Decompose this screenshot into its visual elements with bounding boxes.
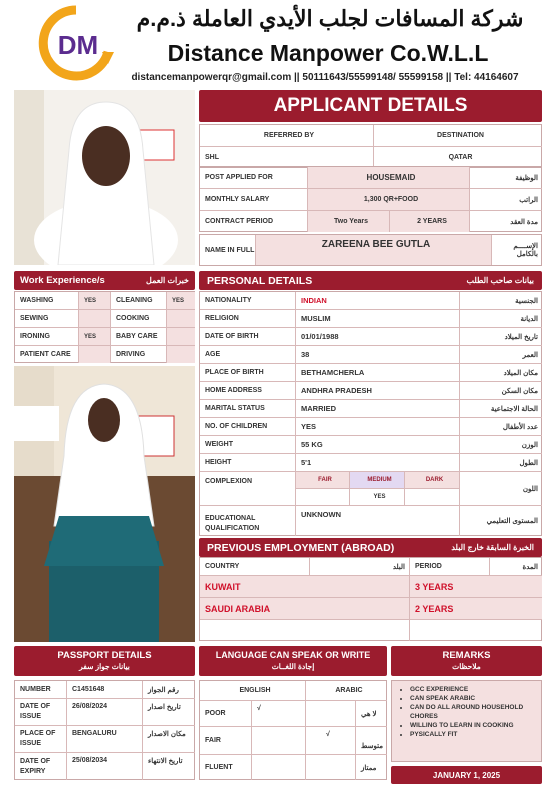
complexion-medium-mark: YES (350, 489, 405, 506)
complexion-label: COMPLEXION (200, 472, 296, 506)
remark-item: • WILLING TO LEARN IN COOKING (410, 721, 537, 730)
personal-details-header (199, 271, 542, 290)
language-col-english: ENGLISH (200, 681, 306, 701)
country-2: SAUDI ARABIA (200, 598, 410, 620)
passport-title-ar: بيانات جواز سفر (79, 662, 130, 671)
skill-baby-care: BABY CARE (111, 328, 167, 346)
work-experience-header (14, 271, 195, 290)
height-value: 5'1 (296, 454, 460, 472)
applicant-portrait-photo (14, 90, 195, 265)
skill-sewing-value (79, 310, 111, 328)
company-contact: distancemanpowerqr@gmail.com || 50111643/55599148/ 55599158 || Tel: 44164607 (131, 72, 519, 83)
country-1: KUWAIT (200, 576, 410, 598)
destination-value: QATAR (448, 154, 473, 161)
previous-employment-title-ar: الخبرة السابقة خارج البلد (451, 543, 534, 552)
country-3 (200, 620, 410, 641)
country-label: COUNTRY (200, 558, 310, 576)
age-label: AGE (200, 346, 296, 364)
marital-value: MARRIED (296, 400, 460, 418)
work-experience-title: Work Experience/s (20, 275, 105, 286)
passport-header (14, 646, 195, 676)
skill-driving-value (167, 346, 195, 363)
passport-number-label: NUMBER (15, 681, 67, 699)
skill-patient-care: PATIENT CARE (15, 346, 79, 363)
period-label: PERIOD (410, 558, 490, 576)
issue-place-label: PLACE OF ISSUE (15, 726, 67, 753)
previous-employment-header (199, 538, 542, 557)
fluent-label-ar: ممتاز (361, 764, 377, 772)
passport-number-value: C1451648 (67, 681, 143, 699)
issue-date-value: 26/08/2024 (67, 699, 143, 726)
poor-label-ar: لا هي (356, 701, 387, 727)
weight-value: 55 KG (296, 436, 460, 454)
previous-employment-title: PREVIOUS EMPLOYMENT (ABROAD) (207, 541, 395, 554)
religion-value: MUSLIM (296, 310, 460, 328)
fluent-arabic-mark (306, 755, 356, 780)
remark-item: • CAN SPEAK ARABIC (410, 694, 537, 703)
passport-table (14, 680, 195, 780)
post-value: HOUSEMAID (308, 167, 470, 189)
name-label-ar: الإســــم بالكامل (513, 243, 538, 258)
issue-place-value: BENGALURU (67, 726, 143, 753)
weight-label-ar: الوزن (460, 436, 542, 454)
company-english-name: Distance Manpower Co.W.L.L (167, 40, 489, 66)
remark-item: • CAN DO ALL AROUND HOUSEHOLD CHORES (410, 703, 537, 721)
referral-table (199, 124, 542, 168)
age-label-ar: العمر (460, 346, 542, 364)
country-label-ar: البلد (310, 558, 410, 576)
passport-number-label-ar: رقم الجواز (143, 681, 195, 699)
skill-cooking: COOKING (111, 310, 167, 328)
period-label-ar: المدة (490, 558, 542, 576)
referred-by-label: REFERRED BY (200, 125, 374, 147)
birthplace-label-ar: مكان الميلاد (460, 364, 542, 382)
poor-arabic-mark (306, 701, 356, 727)
salary-value: 1,300 QR+FOOD (308, 189, 470, 211)
name-row (199, 234, 542, 266)
fluent-label: FLUENT (200, 755, 252, 780)
children-label: NO. OF CHILDREN (200, 418, 296, 436)
contract-value-b: 2 YEARS (390, 211, 470, 232)
education-label-ar: المستوى التعليمي (486, 518, 538, 525)
company-logo (36, 4, 116, 82)
complexion-fair: FAIR (296, 472, 350, 489)
skill-washing-value: YES (79, 292, 111, 310)
address-label: HOME ADDRESS (200, 382, 296, 400)
address-value: ANDHRA PRADESH (296, 382, 460, 400)
skill-cleaning-value: YES (167, 292, 195, 310)
skill-baby-care-value (167, 328, 195, 346)
language-title-ar: إجادة اللغــات (271, 662, 315, 671)
remarks-header (391, 646, 542, 676)
skill-cleaning: CLEANING (111, 292, 167, 310)
poor-label: POOR (200, 701, 252, 727)
language-title: LANGUAGE CAN SPEAK OR WRITE (215, 650, 371, 660)
language-header (199, 646, 387, 676)
education-value: UNKNOWN (296, 506, 460, 536)
issue-date-label-ar: تاريخ اصدار (143, 699, 195, 726)
dob-label: DATE OF BIRTH (200, 328, 296, 346)
religion-label-ar: الديانة (460, 310, 542, 328)
religion-label: RELIGION (200, 310, 296, 328)
salary-label: MONTHLY SALARY (200, 189, 308, 211)
poor-english-mark: √ (252, 701, 306, 727)
destination-label: DESTINATION (374, 125, 542, 147)
salary-label-ar: الراتب (470, 189, 542, 211)
marital-label-ar: الحالة الاجتماعية (460, 400, 542, 418)
svg-text:DM: DM (57, 30, 99, 60)
expiry-date-label: DATE OF EXPIRY (15, 753, 67, 780)
complexion-medium: MEDIUM (350, 472, 405, 489)
job-table (199, 166, 542, 232)
height-label-ar: الطول (460, 454, 542, 472)
passport-title: PASSPORT DETAILS (57, 650, 152, 661)
height-label: HEIGHT (200, 454, 296, 472)
contract-label: CONTRACT PERIOD (200, 211, 308, 232)
remark-item: • GCC EXPERIENCE (410, 685, 537, 694)
dob-value: 01/01/1988 (296, 328, 460, 346)
expiry-date-label-ar: تاريخ الانتهاء (148, 758, 183, 765)
nationality-value: INDIAN (296, 292, 460, 310)
fair-label-ar: متوسط (356, 727, 387, 755)
education-label: EDUCATIONAL QUALIFICATION (200, 506, 296, 536)
post-label-ar: الوظيفة (470, 167, 542, 189)
fluent-english-mark (252, 755, 306, 780)
language-table (199, 680, 387, 780)
skill-cooking-value (167, 310, 195, 328)
marital-label: MARITAL STATUS (200, 400, 296, 418)
page-title-text: APPLICANT DETAILS (273, 95, 468, 116)
nationality-label: NATIONALITY (200, 292, 296, 310)
complexion-fair-mark (296, 489, 350, 506)
personal-details-title-ar: بيانات صاحب الطلب (466, 276, 534, 285)
skill-washing: WASHING (15, 292, 79, 310)
remarks-title: REMARKS (442, 650, 491, 661)
name-value: ZAREENA BEE GUTLA (256, 235, 492, 265)
document-date-text: JANUARY 1, 2025 (432, 770, 501, 780)
personal-details-table (199, 291, 542, 536)
skill-sewing: SEWING (15, 310, 79, 328)
fair-label: FAIR (200, 727, 252, 755)
period-1: 3 YEARS (410, 576, 542, 598)
fair-arabic-mark: √ (306, 727, 356, 755)
contract-label-ar: مدة العقد (510, 218, 538, 226)
remarks-title-ar: ملاحظات (452, 662, 481, 671)
skill-ironing-value: YES (79, 328, 111, 346)
applicant-full-body-photo (14, 366, 195, 642)
nationality-label-ar: الجنسية (460, 292, 542, 310)
children-label-ar: عدد الأطفال (460, 418, 542, 436)
period-2: 2 YEARS (410, 598, 542, 620)
birthplace-value: BETHAMCHERLA (296, 364, 460, 382)
remarks-box (391, 680, 542, 762)
page-title (199, 90, 542, 122)
skill-driving: DRIVING (111, 346, 167, 363)
skill-ironing: IRONING (15, 328, 79, 346)
post-label: POST APPLIED FOR (200, 167, 308, 189)
address-label-ar: مكان السكن (460, 382, 542, 400)
complexion-label-ar: اللون (460, 472, 542, 506)
document-date (391, 766, 542, 784)
name-label: NAME IN FULL (200, 235, 256, 265)
issue-place-label-ar: مكان الاصدار (143, 726, 195, 753)
remark-item: • PYSICALLY FIT (410, 730, 537, 739)
children-value: YES (296, 418, 460, 436)
previous-employment-table (199, 557, 542, 641)
age-value: 38 (296, 346, 460, 364)
issue-date-label: DATE OF ISSUE (15, 699, 67, 726)
company-arabic-name: شركة المسافات لجلب الأيدي العاملة ذ.م.م (136, 6, 524, 31)
language-col-arabic: ARABIC (306, 681, 387, 701)
complexion-dark-mark (405, 489, 460, 506)
birthplace-label: PLACE OF BIRTH (200, 364, 296, 382)
dob-label-ar: تاريخ الميلاد (460, 328, 542, 346)
expiry-date-value: 25/08/2034 (67, 753, 143, 780)
work-experience-title-ar: خبرات العمل (146, 276, 189, 285)
referred-by-value: SHL (200, 147, 374, 168)
complexion-dark: DARK (405, 472, 460, 489)
personal-details-title: PERSONAL DETAILS (207, 274, 313, 287)
weight-label: WEIGHT (200, 436, 296, 454)
skill-patient-care-value (79, 346, 111, 363)
fair-english-mark (252, 727, 306, 755)
period-3 (410, 620, 542, 641)
work-experience-table (14, 291, 195, 363)
contract-value-a: Two Years (308, 211, 390, 232)
